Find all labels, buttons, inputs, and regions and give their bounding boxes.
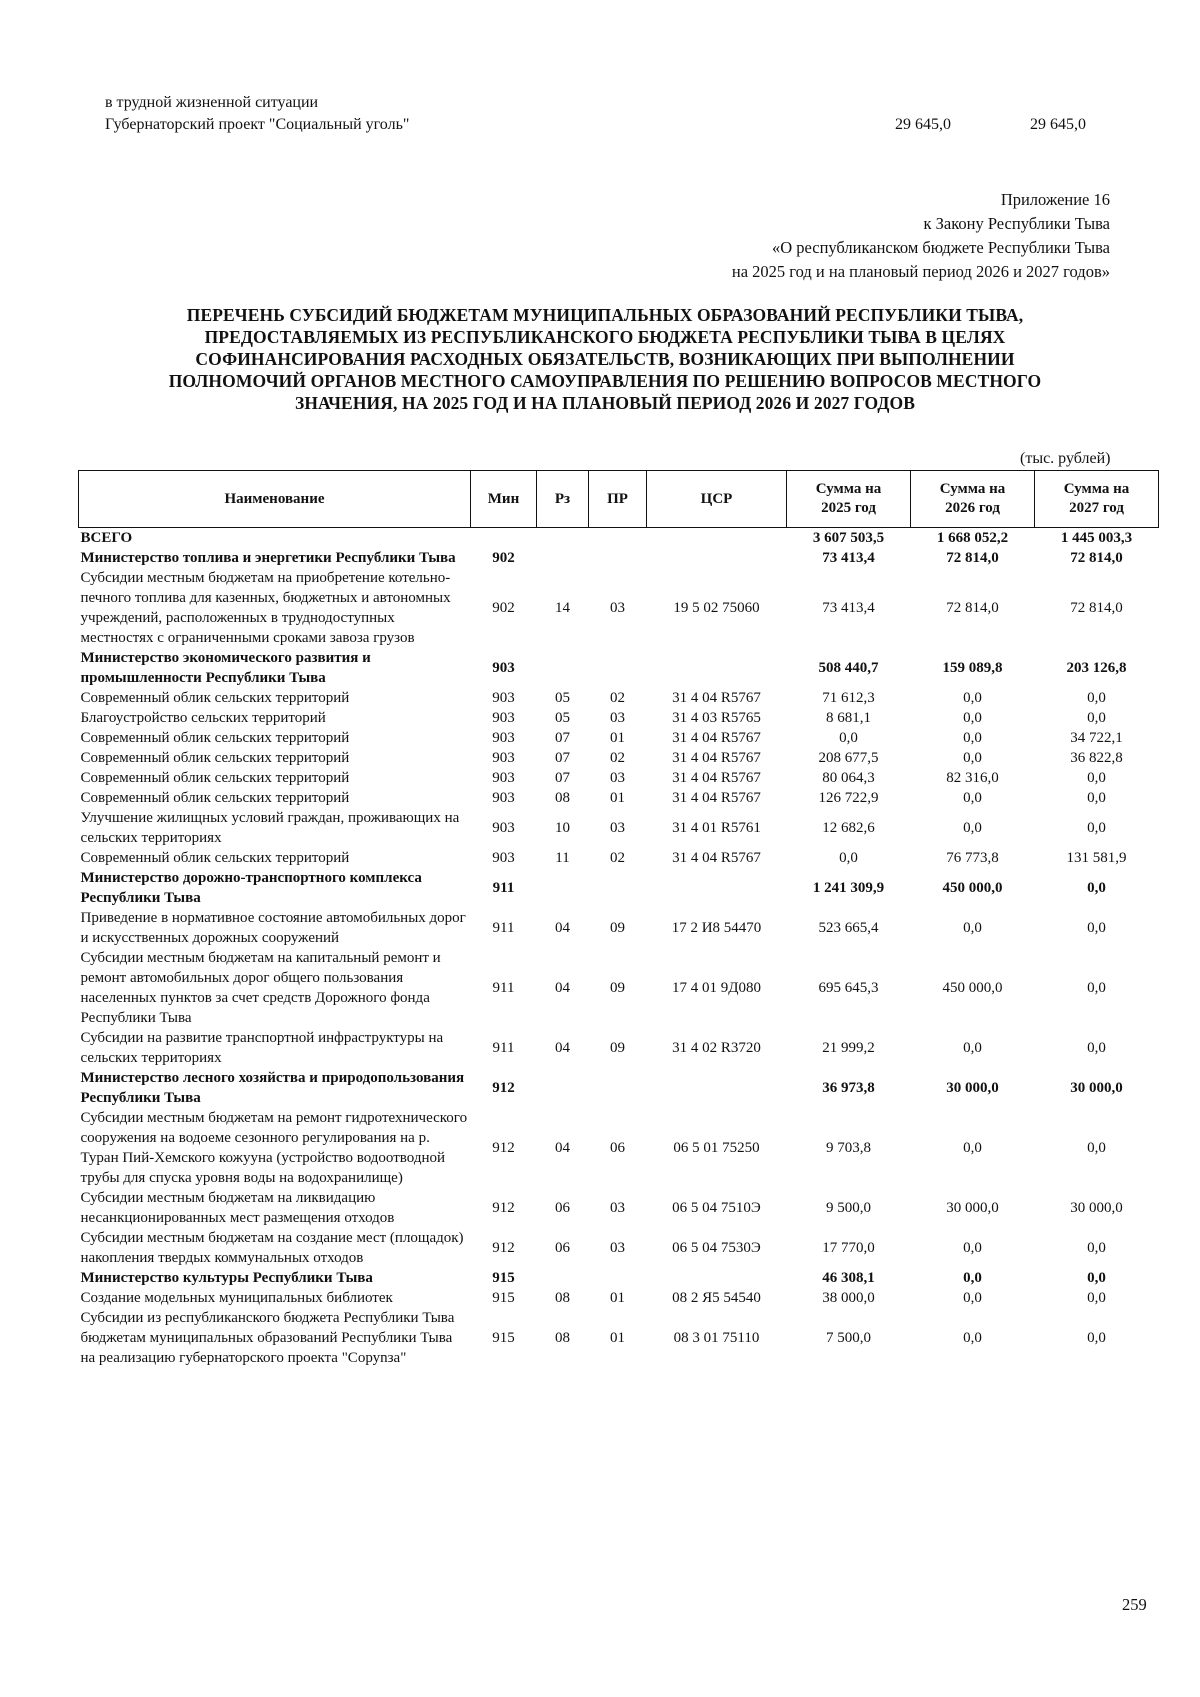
row-sum-2026: 450 000,0 [942, 980, 1003, 996]
row-sum-2026: 1 668 052,2 [936, 530, 1009, 546]
row-pr: 03 [610, 1240, 625, 1256]
row-min [471, 528, 537, 549]
row-sum-2025: 7 500,0 [826, 1330, 871, 1346]
row-sum-2025: 508 440,7 [818, 660, 879, 676]
title-line1: ПЕРЕЧЕНЬ СУБСИДИЙ БЮДЖЕТАМ МУНИЦИПАЛЬНЫХ ОБРАЗОВАНИЙ РЕСПУБЛИКИ ТЫВА, [186, 305, 1024, 325]
row-sum-2027: 72 814,0 [1070, 550, 1123, 566]
row-name: Субсидии из республиканского бюджета Республики Тыва бюджетам муниципальных образований Республики Тыва на реализацию губернаторского проекта "Соруnза" [80, 1310, 455, 1366]
appendix-line2: к Закону Республики Тыва [923, 214, 1110, 233]
row-sum-2025: 695 645,3 [818, 980, 879, 996]
row-sum-2026: 0,0 [963, 1140, 982, 1156]
row-csr [647, 1268, 787, 1288]
table-row [79, 568, 1159, 648]
row-rz: 14 [555, 600, 570, 616]
table-row [79, 848, 1159, 868]
row-sum-2026: 0,0 [963, 1330, 982, 1346]
table-row [79, 808, 1159, 848]
row-csr: 31 4 04 R5767 [672, 750, 761, 766]
row-rz [537, 868, 589, 908]
header-sum-2027-l1: Сумма на [1063, 481, 1130, 497]
row-rz: 06 [555, 1240, 570, 1256]
row-pr [589, 548, 647, 568]
row-sum-2027: 0,0 [1087, 1330, 1106, 1346]
row-rz: 08 [555, 1290, 570, 1306]
row-pr: 01 [610, 790, 625, 806]
row-sum-2026: 0,0 [963, 1240, 982, 1256]
row-sum-2025: 46 308,1 [822, 1270, 875, 1286]
appendix-line3: «О республиканском бюджете Республики Тыва [771, 238, 1110, 257]
row-name: Субсидии местным бюджетам на капитальный ремонт и ремонт автомобильных дорог общего пользования населенных пунктов за счет средств Дорожного фонда Республики Тыва [80, 950, 441, 1026]
row-min: 903 [492, 710, 515, 726]
row-min: 902 [492, 550, 515, 566]
row-csr: 31 4 03 R5765 [672, 710, 761, 726]
row-csr: 17 4 01 9Д080 [672, 980, 761, 996]
table-row [79, 748, 1159, 768]
subsidies-table [78, 470, 1159, 1368]
row-sum-2025: 38 000,0 [822, 1290, 875, 1306]
table-row [79, 768, 1159, 788]
appendix-header [732, 188, 1110, 284]
row-name: Создание модельных муниципальных библиотек [80, 1290, 393, 1306]
row-csr: 31 4 01 R5761 [672, 820, 761, 836]
row-rz [537, 1268, 589, 1288]
row-min: 912 [492, 1200, 515, 1216]
row-name: Современный облик сельских территорий [80, 770, 350, 786]
row-sum-2026: 30 000,0 [946, 1200, 999, 1216]
row-sum-2026: 0,0 [963, 730, 982, 746]
row-name: Субсидии местным бюджетам на создание мест (площадок) накопления твердых коммунальных отходов [80, 1230, 464, 1266]
row-min: 903 [492, 770, 515, 786]
header-min: Мин [471, 471, 537, 528]
row-sum-2025: 73 413,4 [822, 600, 875, 616]
row-csr: 17 2 И8 54470 [671, 920, 762, 936]
prev-line2: Губернаторский проект "Социальный уголь" [105, 116, 410, 133]
header-sum-2025-l1: Сумма на [815, 481, 882, 497]
table-row [79, 548, 1159, 568]
row-rz: 05 [555, 690, 570, 706]
document-title [90, 304, 1120, 414]
row-sum-2027: 0,0 [1087, 1140, 1106, 1156]
row-sum-2025: 36 973,8 [822, 1080, 875, 1096]
row-sum-2025: 1 241 309,9 [812, 880, 885, 896]
row-sum-2025: 71 612,3 [822, 690, 875, 706]
row-pr: 02 [610, 750, 625, 766]
row-min: 911 [492, 1040, 515, 1056]
row-name: Современный облик сельских территорий [80, 750, 350, 766]
row-sum-2026: 0,0 [963, 710, 982, 726]
row-min: 903 [492, 660, 515, 676]
row-min: 903 [492, 790, 515, 806]
row-sum-2026: 0,0 [963, 1040, 982, 1056]
row-csr [647, 868, 787, 908]
row-csr: 31 4 02 R3720 [672, 1040, 761, 1056]
row-csr [647, 528, 787, 549]
row-sum-2026: 72 814,0 [946, 550, 999, 566]
row-csr: 06 5 04 7510Э [672, 1200, 761, 1216]
row-sum-2026: 30 000,0 [946, 1080, 999, 1096]
row-name: Субсидии местным бюджетам на приобретение котельно-печного топлива для казенных, бюджетных и автономных учреждений, расположенных в труднодоступных местностях с ограниченными сроками завоза грузов [80, 570, 451, 646]
row-sum-2027: 30 000,0 [1070, 1200, 1123, 1216]
table-row [79, 1028, 1159, 1068]
table-row [79, 1188, 1159, 1228]
row-pr [589, 1068, 647, 1108]
row-rz: 10 [555, 820, 570, 836]
row-csr: 31 4 04 R5767 [672, 790, 761, 806]
header-csr: ЦСР [647, 471, 787, 528]
prev-value-2025: 29 645,0 [895, 116, 951, 133]
row-pr: 03 [610, 820, 625, 836]
row-min: 903 [492, 850, 515, 866]
prev-line1: в трудной жизненной ситуации [105, 94, 319, 111]
row-sum-2025: 21 999,2 [822, 1040, 875, 1056]
header-sum-2025 [787, 471, 911, 528]
row-sum-2027: 0,0 [1087, 1240, 1106, 1256]
row-pr: 03 [610, 600, 625, 616]
row-sum-2025: 3 607 503,5 [812, 530, 885, 546]
row-pr: 03 [610, 1200, 625, 1216]
row-pr: 09 [610, 920, 625, 936]
appendix-line4: на 2025 год и на плановый период 2026 и 2027 годов» [731, 262, 1110, 281]
row-sum-2025: 12 682,6 [822, 820, 875, 836]
row-sum-2025: 0,0 [839, 850, 858, 866]
row-rz: 04 [555, 1040, 570, 1056]
row-sum-2026: 159 089,8 [942, 660, 1003, 676]
row-csr: 08 2 Я5 54540 [672, 1290, 761, 1306]
row-name: Субсидии на развитие транспортной инфраструктуры на сельских территориях [80, 1030, 444, 1066]
row-pr: 01 [610, 1290, 625, 1306]
table-row [79, 1108, 1159, 1188]
row-csr: 31 4 04 R5767 [672, 770, 761, 786]
row-name: Современный облик сельских территорий [80, 730, 350, 746]
row-csr [647, 648, 787, 688]
row-rz [537, 648, 589, 688]
row-csr: 06 5 01 75250 [673, 1140, 760, 1156]
row-name: Субсидии местным бюджетам на ликвидацию несанкционированных мест размещения отходов [80, 1190, 395, 1226]
row-pr [589, 528, 647, 549]
row-rz: 07 [555, 750, 570, 766]
row-name: Министерство топлива и энергетики Республики Тыва [80, 550, 456, 566]
row-rz: 08 [555, 1330, 570, 1346]
table-row [79, 788, 1159, 808]
row-sum-2026: 0,0 [963, 750, 982, 766]
row-sum-2025: 523 665,4 [818, 920, 879, 936]
row-min: 911 [492, 880, 515, 896]
row-sum-2026: 0,0 [963, 690, 982, 706]
row-sum-2026: 0,0 [963, 1270, 982, 1286]
header-sum-2026-l2: 2026 год [945, 500, 1000, 516]
row-sum-2027: 0,0 [1087, 790, 1106, 806]
row-rz: 07 [555, 770, 570, 786]
row-rz: 04 [555, 920, 570, 936]
row-pr: 06 [610, 1140, 625, 1156]
row-sum-2026: 0,0 [963, 820, 982, 836]
appendix-line1: Приложение 16 [1000, 190, 1110, 209]
table-row [79, 708, 1159, 728]
row-rz: 08 [555, 790, 570, 806]
row-min: 912 [492, 1140, 515, 1156]
row-pr: 09 [610, 980, 625, 996]
row-rz: 06 [555, 1200, 570, 1216]
row-sum-2025: 9 500,0 [826, 1200, 871, 1216]
row-sum-2026: 76 773,8 [946, 850, 999, 866]
row-name: Министерство дорожно-транспортного комплекса Республики Тыва [80, 870, 422, 906]
row-rz [537, 528, 589, 549]
row-rz [537, 1068, 589, 1108]
row-sum-2027: 0,0 [1087, 920, 1106, 936]
row-sum-2027: 0,0 [1087, 1270, 1106, 1286]
row-min: 912 [492, 1240, 515, 1256]
row-sum-2025: 208 677,5 [818, 750, 879, 766]
table-body [79, 528, 1159, 1369]
row-pr: 02 [610, 850, 625, 866]
row-sum-2027: 0,0 [1087, 710, 1106, 726]
row-sum-2027: 131 581,9 [1066, 850, 1127, 866]
row-sum-2026: 0,0 [963, 920, 982, 936]
row-sum-2026: 0,0 [963, 1290, 982, 1306]
row-rz: 11 [555, 850, 570, 866]
header-sum-2027-l2: 2027 год [1069, 500, 1124, 516]
table-row [79, 1228, 1159, 1268]
row-min: 903 [492, 690, 515, 706]
row-sum-2026: 450 000,0 [942, 880, 1003, 896]
row-sum-2027: 0,0 [1087, 690, 1106, 706]
row-csr [647, 1068, 787, 1108]
row-sum-2026: 0,0 [963, 790, 982, 806]
row-min: 915 [492, 1290, 515, 1306]
table-row [79, 948, 1159, 1028]
row-sum-2025: 73 413,4 [822, 550, 875, 566]
row-csr: 08 3 01 75110 [673, 1330, 760, 1346]
row-sum-2027: 1 445 003,3 [1060, 530, 1133, 546]
row-sum-2025: 9 703,8 [826, 1140, 871, 1156]
row-sum-2027: 0,0 [1087, 820, 1106, 836]
row-name: Улучшение жилищных условий граждан, проживающих на сельских территориях [80, 810, 460, 846]
table-row [79, 648, 1159, 688]
row-sum-2025: 80 064,3 [822, 770, 875, 786]
row-sum-2027: 0,0 [1087, 980, 1106, 996]
table-row [79, 908, 1159, 948]
row-sum-2025: 17 770,0 [822, 1240, 875, 1256]
row-csr: 31 4 04 R5767 [672, 730, 761, 746]
row-sum-2027: 36 822,8 [1070, 750, 1123, 766]
title-line2: ПРЕДОСТАВЛЯЕМЫХ ИЗ РЕСПУБЛИКАНСКОГО БЮДЖЕТА РЕСПУБЛИКИ ТЫВА В ЦЕЛЯХ [204, 327, 1006, 347]
row-min: 903 [492, 750, 515, 766]
row-name: Современный облик сельских территорий [80, 790, 350, 806]
row-min: 902 [492, 600, 515, 616]
row-sum-2025: 0,0 [839, 730, 858, 746]
row-rz: 04 [555, 1140, 570, 1156]
table-row [79, 1288, 1159, 1308]
row-sum-2026: 82 316,0 [946, 770, 999, 786]
row-pr: 03 [610, 710, 625, 726]
row-name: Благоустройство сельских территорий [80, 710, 326, 726]
table-row [79, 528, 1159, 549]
header-rz: Рз [537, 471, 589, 528]
row-min: 915 [492, 1330, 515, 1346]
row-sum-2027: 0,0 [1087, 880, 1106, 896]
header-name: Наименование [79, 471, 471, 528]
row-min: 915 [492, 1270, 515, 1286]
row-name: Министерство культуры Республики Тыва [80, 1270, 373, 1286]
row-min: 903 [492, 730, 515, 746]
table-row [79, 688, 1159, 708]
row-pr: 09 [610, 1040, 625, 1056]
row-min: 903 [492, 820, 515, 836]
row-name: Министерство лесного хозяйства и природопользования Республики Тыва [80, 1070, 465, 1106]
row-rz [537, 548, 589, 568]
row-name: ВСЕГО [80, 530, 133, 546]
table-header-row [79, 471, 1159, 528]
row-min: 911 [492, 980, 515, 996]
header-pr: ПР [589, 471, 647, 528]
table-row [79, 1308, 1159, 1368]
row-rz: 05 [555, 710, 570, 726]
row-name: Субсидии местным бюджетам на ремонт гидротехнического сооружения на водоеме сезонного регулирования на р. Туран Пий-Хемского кожууна (устройство водоотводной трубы для спуска уровня воды на водохранилище) [80, 1110, 468, 1186]
row-pr [589, 868, 647, 908]
row-pr: 01 [610, 1330, 625, 1346]
row-min: 911 [492, 920, 515, 936]
row-csr: 06 5 04 7530Э [672, 1240, 761, 1256]
row-rz: 04 [555, 980, 570, 996]
row-sum-2027: 0,0 [1087, 1040, 1106, 1056]
header-sum-2027 [1035, 471, 1159, 528]
row-pr: 03 [610, 770, 625, 786]
row-csr: 31 4 04 R5767 [672, 850, 761, 866]
row-name: Приведение в нормативное состояние автомобильных дорог и искусственных дорожных сооружений [80, 910, 466, 946]
row-min: 912 [492, 1080, 515, 1096]
header-sum-2026 [911, 471, 1035, 528]
header-sum-2025-l2: 2025 год [821, 500, 876, 516]
title-line3: СОФИНАНСИРОВАНИЯ РАСХОДНЫХ ОБЯЗАТЕЛЬСТВ, ВОЗНИКАЮЩИХ ПРИ ВЫПОЛНЕНИИ [195, 349, 1015, 369]
row-sum-2027: 30 000,0 [1070, 1080, 1123, 1096]
row-pr: 01 [610, 730, 625, 746]
prev-value-2026: 29 645,0 [1030, 116, 1086, 133]
table-row [79, 1268, 1159, 1288]
row-csr [647, 548, 787, 568]
row-csr: 19 5 02 75060 [673, 600, 760, 616]
row-pr: 02 [610, 690, 625, 706]
row-sum-2027: 203 126,8 [1066, 660, 1127, 676]
title-line5: ЗНАЧЕНИЯ, НА 2025 ГОД И НА ПЛАНОВЫЙ ПЕРИОД 2026 И 2027 ГОДОВ [294, 393, 916, 413]
row-sum-2027: 0,0 [1087, 770, 1106, 786]
units-label: (тыс. рублей) [1020, 450, 1111, 467]
row-pr [589, 1268, 647, 1288]
previous-page-tail [105, 92, 1105, 136]
table-row [79, 1068, 1159, 1108]
row-pr [589, 648, 647, 688]
page-number: 259 [1122, 1595, 1147, 1614]
row-name: Современный облик сельских территорий [80, 850, 350, 866]
row-sum-2025: 8 681,1 [826, 710, 871, 726]
row-csr: 31 4 04 R5767 [672, 690, 761, 706]
row-sum-2026: 72 814,0 [946, 600, 999, 616]
table-row [79, 868, 1159, 908]
row-rz: 07 [555, 730, 570, 746]
row-sum-2027: 0,0 [1087, 1290, 1106, 1306]
row-sum-2027: 34 722,1 [1070, 730, 1123, 746]
row-name: Современный облик сельских территорий [80, 690, 350, 706]
title-line4: ПОЛНОМОЧИЙ ОРГАНОВ МЕСТНОГО САМОУПРАВЛЕНИЯ ПО РЕШЕНИЮ ВОПРОСОВ МЕСТНОГО [168, 371, 1042, 391]
row-sum-2025: 126 722,9 [818, 790, 879, 806]
table-row [79, 728, 1159, 748]
header-sum-2026-l1: Сумма на [939, 481, 1006, 497]
row-name: Министерство экономического развития и промышленности Республики Тыва [80, 650, 371, 686]
row-sum-2027: 72 814,0 [1070, 600, 1123, 616]
